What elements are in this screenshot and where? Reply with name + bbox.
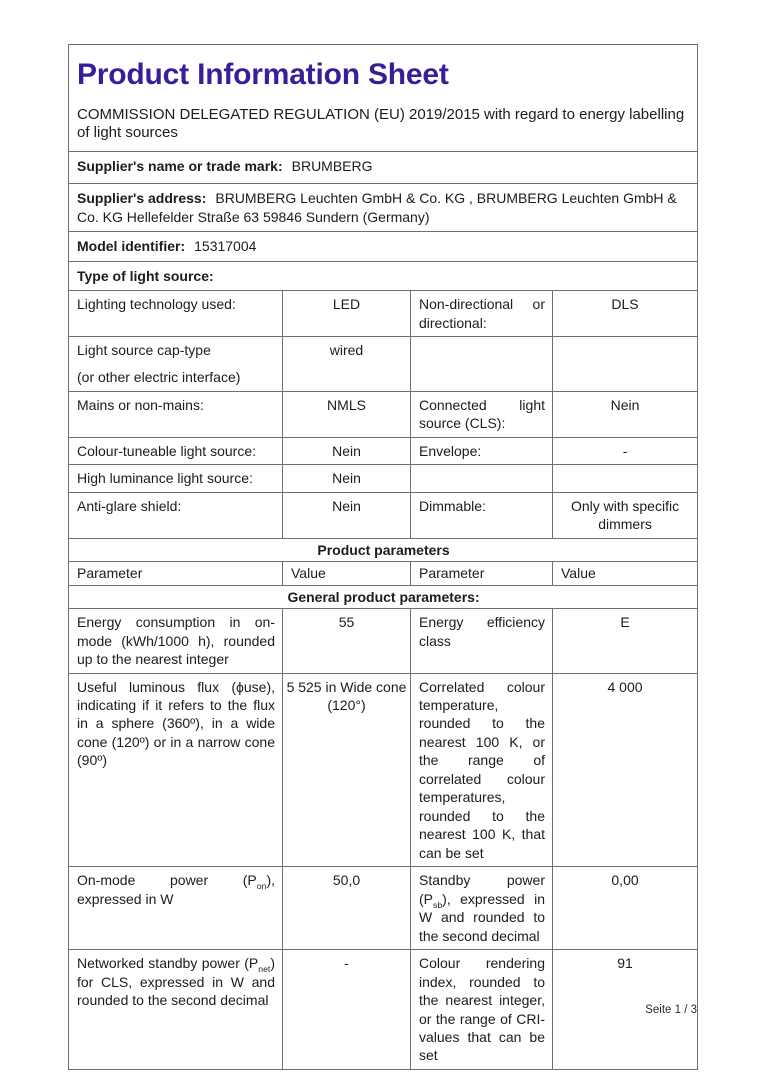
param-label: Colour-tuneable light source: [69,437,283,464]
param-value: 5 525 in Wide cone (120°) [283,673,411,867]
param-value: 91 [553,950,698,1070]
product-information-sheet [68,44,697,1070]
table-row [69,673,698,867]
param-value: Nein [553,391,698,437]
column-header-row [69,562,698,585]
supplier-name-row [69,152,698,184]
param-label: Light source cap-type (or other electric interface) [69,336,283,391]
param-label [411,465,553,492]
param-value: DLS [553,291,698,337]
supplier-name-value: BRUMBERG [291,158,373,175]
param-value [553,465,698,492]
param-value: Nein [283,465,411,492]
param-label: High luminance light source: [69,465,283,492]
param-value: - [283,950,411,1070]
table-row [69,437,698,464]
param-label: Standby power $(P_{sb})$, expressed in W and rounded to the second decimal [411,867,553,950]
param-label: Envelope: [411,437,553,464]
param-label: Colour rendering index, rounded to the nearest integer, or the range of CRI-values that can be set [411,950,553,1070]
param-label: Lighting technology used: [69,291,283,337]
regulation-subtitle: COMMISSION DELEGATED REGULATION (EU) 2019/2015 with regard to energy labelling of light sources [77,105,685,142]
column-header: Parameter [69,562,283,585]
param-label: Networked standby power $(P_{net})$ for CLS, expressed in W and rounded to the second decimal [69,950,283,1070]
general-parameters-heading: General product parameters: [287,588,480,605]
section-header-row [69,585,698,608]
param-value: 0,00 [553,867,698,950]
type-of-light-source-row [69,261,698,290]
column-header: Value [283,562,411,585]
param-label: Energy consumption in on-mode (kWh/1000 h), rounded up to the nearest integer [69,609,283,673]
param-label: Mains or non-mains: [69,391,283,437]
param-value: wired [283,336,411,391]
param-label: On-mode power $(P_{on})$, expressed in W [69,867,283,950]
column-header: Value [553,562,698,585]
param-value: Nein [283,492,411,538]
table-row [69,609,698,673]
supplier-address-row [69,184,698,232]
param-value: 55 [283,609,411,673]
table-row [69,391,698,437]
param-label: Correlated colour temperature, rounded to the nearest 100 K, or the range of correlated colour temperatures, rounded to the nearest 100 K, that can be set [411,673,553,867]
column-header: Parameter [411,562,553,585]
table-row [69,492,698,538]
param-label: Dimmable: [411,492,553,538]
title-row [69,45,698,152]
param-value: Only with specific dimmers [553,492,698,538]
model-identifier-row [69,232,698,261]
product-parameters-heading: Product parameters [317,541,450,558]
type-of-light-source-label: Type of light source: [77,267,214,284]
param-label: Connected light source (CLS): [411,391,553,437]
model-identifier-label: Model identifier: [77,238,186,255]
table-row [69,291,698,337]
param-value: NMLS [283,391,411,437]
param-label: Non-directional or directional: [411,291,553,337]
table-row [69,867,698,950]
param-value: 4 000 [553,673,698,867]
param-value: - [553,437,698,464]
param-label: Anti-glare shield: [69,492,283,538]
section-header-row [69,538,698,561]
param-label: Useful luminous flux (ϕuse), indicating if it refers to the flux in a sphere (360º), in a wide cone (120º) or in a narrow cone (90º) [69,673,283,867]
model-identifier-value: 15317004 [194,238,257,255]
param-label [411,336,553,391]
supplier-name-label: Supplier's name or trade mark: [77,158,283,175]
supplier-address-value: BRUMBERG Leuchten GmbH & Co. KG , BRUMBERG Leuchten GmbH & Co. KG Hellefelder Straße 63 59846 Sundern (Germany) [77,190,677,225]
param-value: E [553,609,698,673]
param-value: Nein [283,437,411,464]
page-title: Product Information Sheet [77,58,449,91]
param-value: 50,0 [283,867,411,950]
table-row [69,465,698,492]
page-number: Seite 1 / 3 [645,1004,697,1016]
param-value [553,336,698,391]
info-table [68,44,698,1070]
param-value: LED [283,291,411,337]
param-label: Energy efficiency class [411,609,553,673]
table-row [69,950,698,1070]
supplier-address-label: Supplier's address: [77,190,207,207]
table-row [69,336,698,391]
